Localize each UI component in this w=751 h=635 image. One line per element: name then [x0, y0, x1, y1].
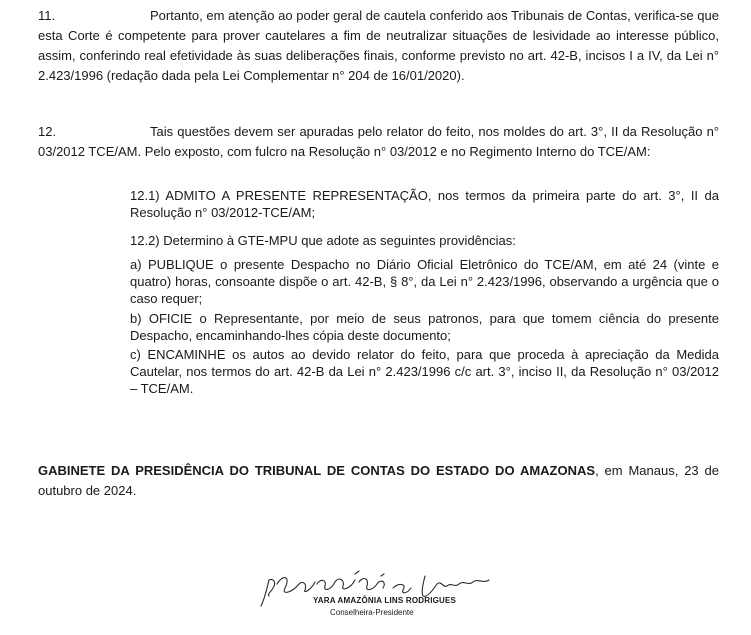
paragraph-number: 12. [38, 124, 57, 139]
item-a: a) PUBLIQUE o presente Despacho no Diário Oficial Eletrônico do TCE/AM, em até 24 (vinte e quatro) horas, consoante dispõe o art. 42-B, § 8°, da Lei n° 2.423/1996, observando a urgência que o caso requer; [130, 257, 719, 306]
item-12-1: 12.1) ADMITO A PRESENTE REPRESENTAÇÃO, nos termos da primeira parte do art. 3°, II da Resolução n° 03/2012-TCE/AM; [130, 188, 719, 220]
signatory-role: Conselheira-Presidente [330, 608, 414, 617]
closing-place-date: , em Manaus, 23 de outubro de 2024. [38, 463, 719, 498]
item-c: c) ENCAMINHE os autos ao devido relator do feito, para que proceda à apreciação da Medida Cautelar, nos termos do art. 42-B da Lei n° 2.423/1996 c/c art. 3°, inciso II, da Resolução n° 03/2012 – TCE/AM. [130, 347, 719, 396]
item-12-2: 12.2) Determino à GTE-MPU que adote as seguintes providências: [130, 233, 516, 248]
paragraph-text: que esta Corte é competente para prover cautelares a fim de neutralizar situações de lesividade ao interesse público, assim, conferindo real efetividade às suas deliberações finais, conforme previsto no art. 42-B, incisos I a IV, da Lei n° 2.423/1996 (redação dada pela Lei Complementar n° 204 de 16/01/2020). [38, 8, 719, 83]
paragraph-number: 11. [38, 8, 56, 23]
closing-institution: GABINETE DA PRESIDÊNCIA DO TRIBUNAL DE CONTAS DO ESTADO DO AMAZONAS [38, 463, 596, 478]
signature-block [255, 570, 500, 630]
paragraph-text-first-line: Tais questões devem ser apuradas pelo relator do feito, nos moldes do art. 3°, II da Resolução n° [150, 124, 719, 139]
paragraph-12 [38, 122, 719, 162]
item-b: b) OFICIE o Representante, por meio de seus patronos, para que tomem ciência do presente Despacho, encaminhando-lhes cópia deste documento; [130, 311, 719, 343]
signatory-name: YARA AMAZÔNIA LINS RODRIGUES [313, 596, 457, 605]
paragraph-text: 03/2012 TCE/AM. Pelo exposto, com fulcro na Resolução n° 03/2012 e no Regimento Interno do TCE/AM: [38, 144, 651, 159]
closing-paragraph [38, 461, 719, 501]
paragraph-11 [38, 6, 719, 86]
paragraph-text-first-line: Portanto, em atenção ao poder geral de cautela conferido aos Tribunais de Contas, verifica-se [150, 8, 694, 23]
